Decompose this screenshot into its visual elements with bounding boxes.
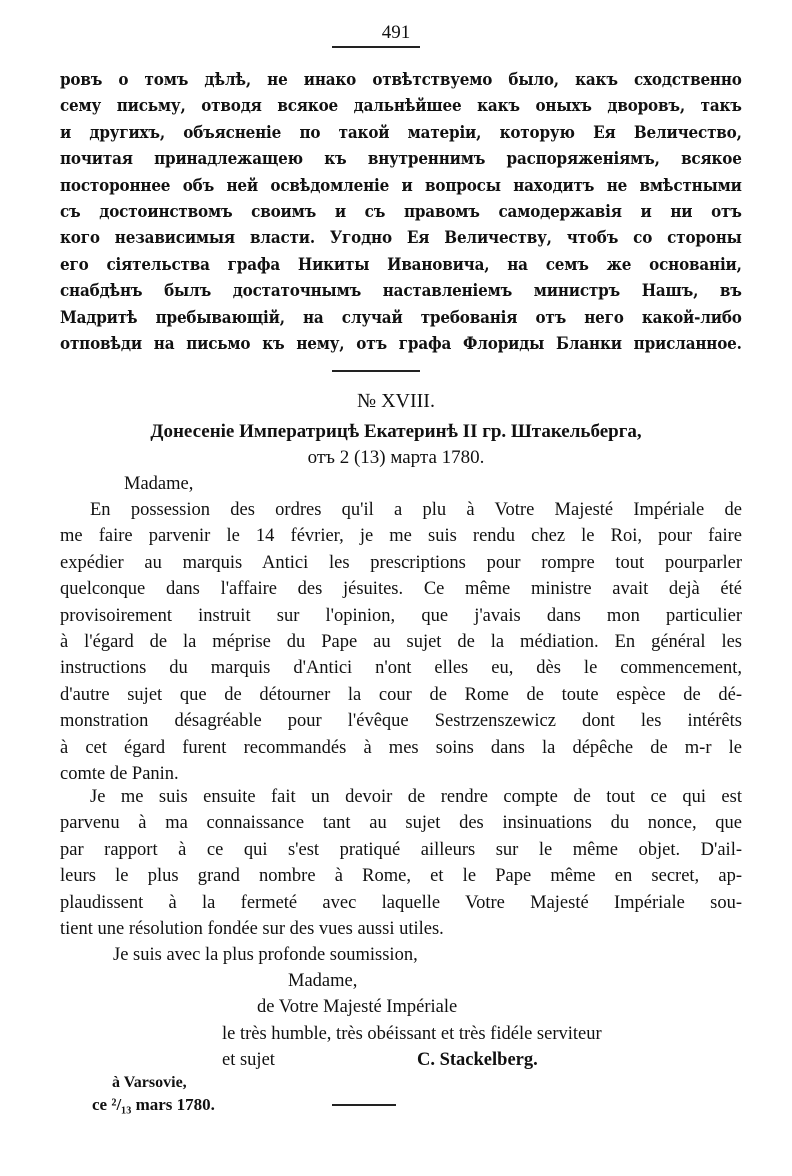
- closing-line-2: Madame,: [288, 971, 358, 991]
- text-line: Je me suis ensuite fait un devoir de rendre compte de tout ce qui est: [90, 787, 742, 807]
- section-divider: [332, 370, 420, 372]
- text-line: comte de Panin.: [60, 764, 179, 784]
- header-rule: [332, 46, 420, 48]
- text-line: leurs le plus grand nombre à Rome, et le Pape même en secret, ap-: [60, 866, 742, 887]
- text-line: съ достоинствомъ своимъ и съ правомъ самодержавія и ни отъ: [60, 202, 742, 221]
- text-line: сему письму, отводя всякое дальнѣйшее какъ оныхъ дворовъ, такъ: [60, 96, 742, 116]
- place: à Varsovie,: [112, 1074, 187, 1091]
- text-line: provisoirement instruit sur l'opinion, que j'avais dans mon particulier: [60, 605, 742, 626]
- text-line: parvenu à ma connaissance tant au sujet des insinuations du nonce, que: [60, 813, 742, 834]
- document-number: № XVIII.: [357, 390, 435, 412]
- text-line: почитая принадлежащею къ внутреннимъ распоряженіямъ, всякое: [60, 149, 742, 169]
- text-line: quelconque dans l'affaire des jésuites. Ce même ministre avait dejà été: [60, 579, 742, 600]
- text-line: tient une résolution fondée sur des vues aussi utiles.: [60, 919, 444, 939]
- text-line: отповѣди на письмо къ нему, отъ графа Флориды Бланки присланное.: [60, 334, 742, 353]
- end-rule: [332, 1104, 396, 1106]
- text-line: ровъ о томъ дѣлѣ, не инако отвѣтствуемо было, какъ сходственно: [60, 70, 742, 89]
- closing-line-5: et sujet: [222, 1050, 275, 1070]
- document-title: Донесеніе Императрицѣ Екатеринѣ II гр. Штакельберга,: [150, 421, 642, 442]
- text-line: его сіятельства графа Никиты Ивановича, на семъ же основаніи,: [60, 254, 742, 274]
- closing-line-1: Je suis avec la plus profonde soumission,: [113, 945, 418, 965]
- text-line: me faire parvenir le 14 février, je me suis rendu chez le Roi, pour faire: [60, 526, 742, 547]
- salutation: Madame,: [124, 474, 194, 494]
- text-line: expédier au marquis Antici les prescriptions pour rompre tout pourparler: [60, 552, 742, 573]
- signature: C. Stackelberg.: [417, 1050, 538, 1070]
- date-line: ce ²/₁₃ mars 1780.: [92, 1095, 215, 1114]
- text-line: постороннее объ ней освѣдомленіе и вопросы находитъ не вмѣстными: [60, 175, 742, 195]
- text-line: plaudissent à la fermeté avec laquelle Votre Majesté Impériale sou-: [60, 892, 742, 913]
- closing-line-4: le très humble, très obéissant et très fidéle serviteur: [222, 1024, 602, 1044]
- text-line: à cet égard furent recommandés à mes soins dans la dépêche de m-r le: [60, 737, 742, 758]
- closing-line-3: de Votre Majesté Impériale: [257, 997, 458, 1017]
- text-line: снабдѣнъ былъ достаточнымъ наставленіемъ министръ Нашъ, въ: [60, 281, 742, 301]
- text-line: кого независимыя власти. Угодно Ея Величеству, чтобъ со стороны: [60, 228, 742, 248]
- page-number: 491: [381, 22, 411, 43]
- text-line: instructions du marquis d'Antici n'ont elles eu, dès le commencement,: [60, 658, 742, 679]
- text-line: d'autre sujet que de détourner la cour de Rome de toute espèce de dé-: [60, 684, 742, 705]
- text-line: par rapport à ce qui s'est pratiqué ailleurs sur le même objet. D'ail-: [60, 839, 742, 860]
- document-date: отъ 2 (13) марта 1780.: [307, 447, 485, 468]
- text-line: Мадритѣ пребывающій, на случай требованія отъ него какой-либо: [60, 307, 742, 327]
- text-line: и другихъ, объясненіе по такой матеріи, которую Ея Величество,: [60, 122, 742, 142]
- text-line: à l'égard de la méprise du Pape au sujet de la médiation. En général les: [60, 632, 742, 652]
- text-line: monstration désagréable pour l'évêque Sestrzenszewicz dont les intérêts: [60, 711, 742, 732]
- text-line: En possession des ordres qu'il a plu à Votre Majesté Impériale de: [90, 500, 742, 520]
